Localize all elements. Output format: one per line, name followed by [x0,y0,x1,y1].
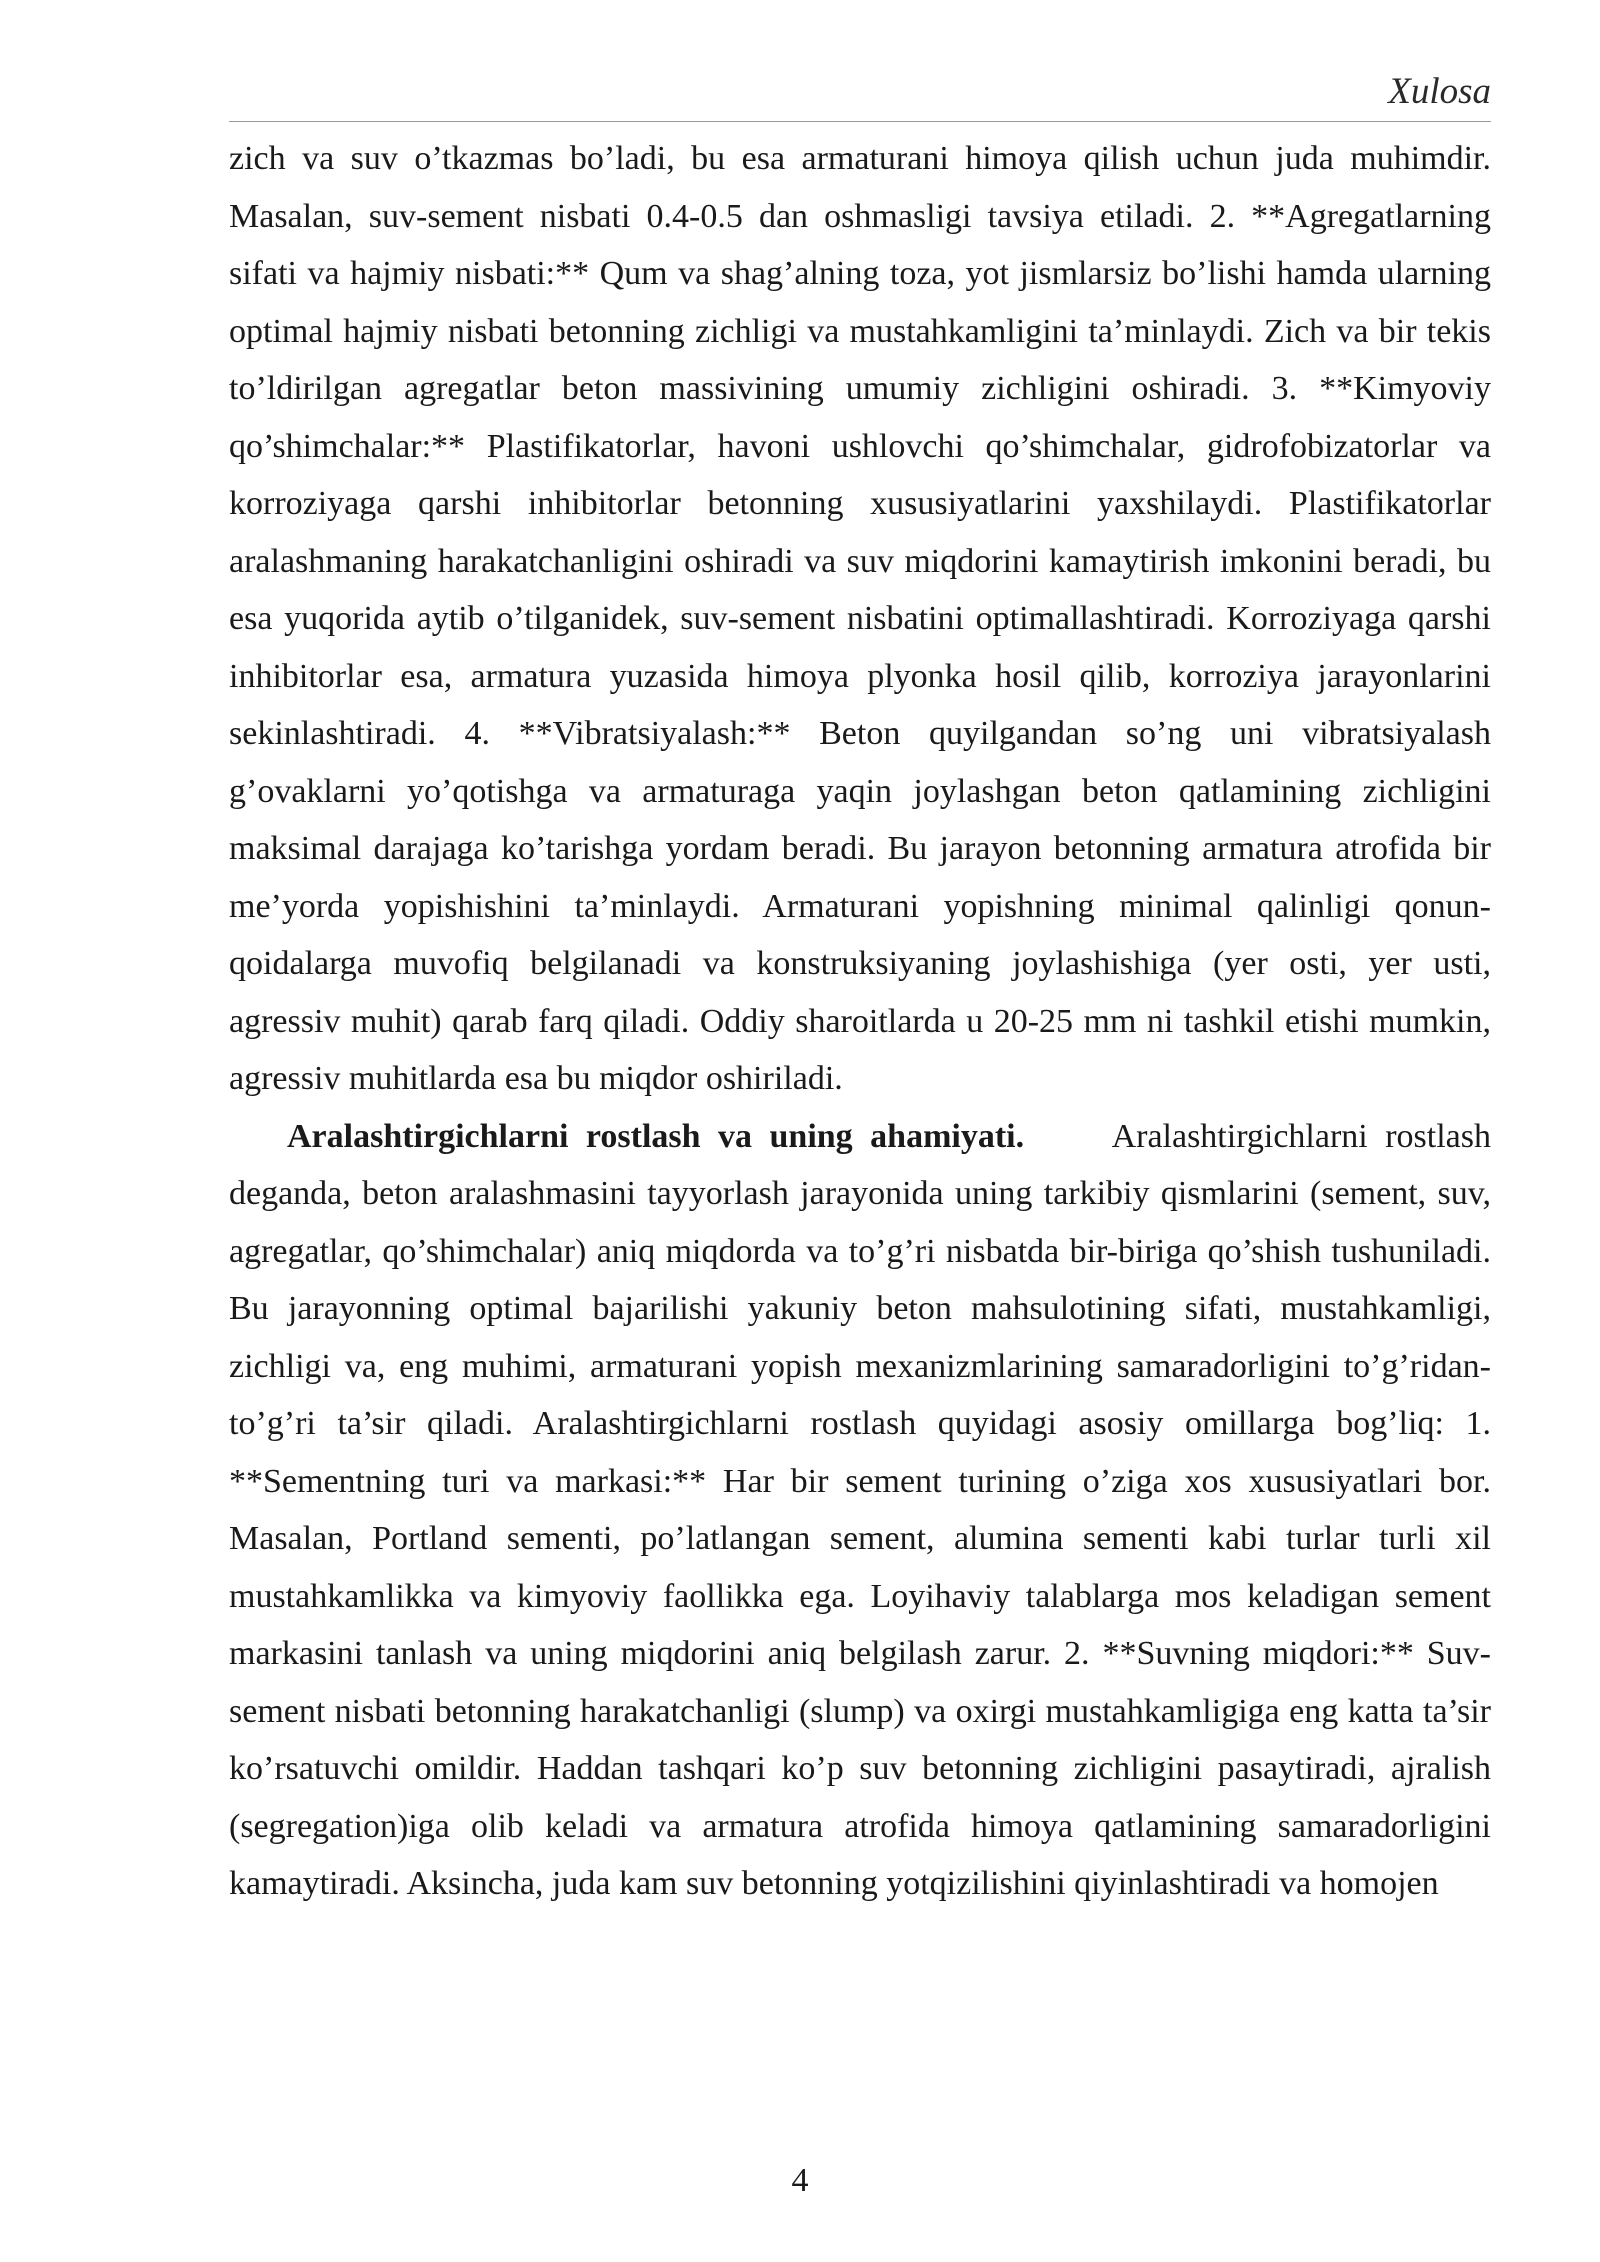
section-heading: Aralashtirgichlarni rostlash va uning ahamiyati. [287,1117,1025,1155]
paragraph-continued: zich va suv o’tkazmas bo’ladi, bu esa armaturani himoya qilish uchun juda muhimdir. Masalan, suv-sement nisbati 0.4-0.5 dan oshmasligi tavsiya etiladi. 2. **Agregatlarning sifati va hajmiy nisbati:** Qum va shag’alning toza, yot jismlarsiz bo’lishi hamda ularning optimal hajmiy nisbati betonning zichligi va mustahkamligini ta’minlaydi. Zich va bir tekis to’ldirilgan agregatlar beton massivining umumiy zichligini oshiradi. 3. **Kimyoviy qo’shimchalar:** Plastifikatorlar, havoni ushlovchi qo’shimchalar, gidrofobizatorlar va korroziyaga qarshi inhibitorlar betonning xususiyatlarini yaxshilaydi. Plastifikatorlar aralashmaning harakatchanligini oshiradi va suv miqdorini kamaytirish imkonini beradi, bu esa yuqorida aytib o’tilganidek, suv-sement nisbatini optimallashtiradi. Korroziyaga qarshi inhibitorlar esa, armatura yuzasida himoya plyonka hosil qilib, korroziya jarayonlarini sekinlashtiradi. 4. **Vibratsiyalash:** Beton quyilgandan so’ng uni vibratsiyalash g’ovaklarni yo’qotishga va armaturaga yaqin joylashgan beton qatlamining zichligini maksimal darajaga ko’tarishga yordam beradi. Bu jarayon betonning armatura atrofida bir me’yorda yopishishini ta’minlaydi. Armaturani yopishning minimal qalinligi qonun-qoidalarga muvofiq belgilanadi va konstruksiyaning joylashishiga (yer osti, yer usti, agressiv muhit) qarab farq qiladi. Oddiy sharoitlarda u 20-25 mm ni tashkil etishi mumkin, agressiv muhitlarda esa bu miqdor oshiriladi. [229,140,1491,1097]
running-header [229,68,1491,122]
body-text [229,130,1491,1913]
running-header-title: Xulosa [1388,71,1491,112]
page-number: 4 [791,2162,809,2199]
section-body: Aralashtirgichlarni rostlash deganda, beton aralashmasini tayyorlash jarayonida uning tarkibiy qismlarini (sement, suv, agregatlar, qo’shimchalar) aniq miqdorda va to’g’ri nisbatda bir-biriga qo’shish tushuniladi. Bu jarayonning optimal bajarilishi yakuniy beton mahsulotining sifati, mustahkamligi, zichligi va, eng muhimi, armaturani yopish mexanizmlarining samaradorligini to’g’ridan-to’g’ri ta’sir qiladi. Aralashtirgichlarni rostlash quyidagi asosiy omillarga bog’liq: 1. **Sementning turi va markasi:** Har bir sement turining o’ziga xos xususiyatlari bor. Masalan, Portland sementi, po’latlangan sement, alumina sementi kabi turlar turli xil mustahkamlikka va kimyoviy faollikka ega. Loyihaviy talablarga mos keladigan sement markasini tanlash va uning miqdorini aniq belgilash zarur. 2. **Suvning miqdori:** Suv-sement nisbati betonning harakatchanligi (slump) va oxirgi mustahkamligiga eng katta ta’sir ko’rsatuvchi omildir. Haddan tashqari ko’p suv betonning zichligini pasaytiradi, ajralish (segregation)iga olib keladi va armatura atrofida himoya qatlamining samaradorligini kamaytiradi. Aksincha, juda kam suv betonning yotqizilishini qiyinlashtiradi va homojen [229,1117,1491,1902]
paragraph-section [229,1108,1491,1913]
